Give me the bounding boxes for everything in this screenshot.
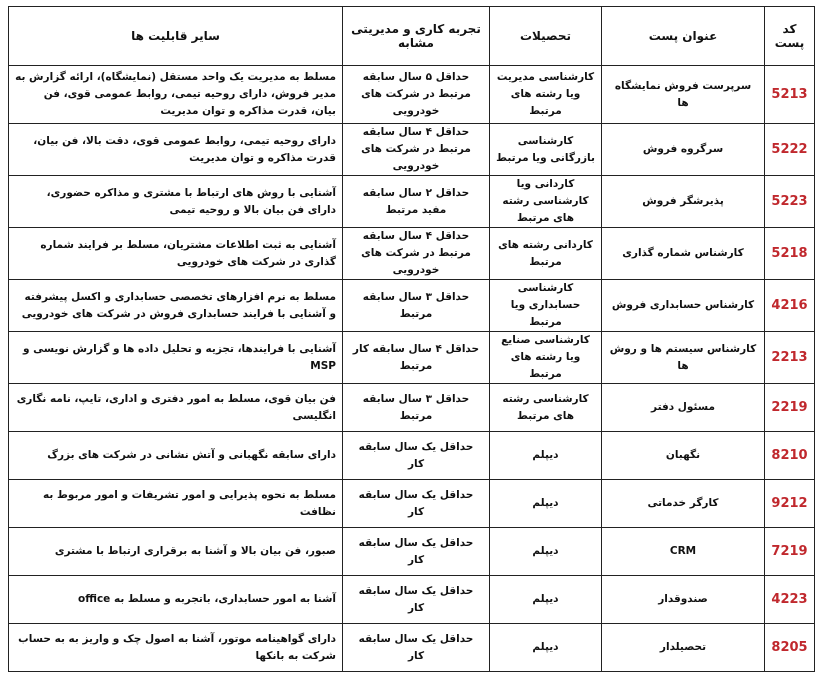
- header-education: تحصیلات: [490, 7, 602, 66]
- header-other: سایر قابلیت ها: [9, 7, 343, 66]
- cell-education: دیپلم: [490, 624, 602, 672]
- cell-title: کارگر خدماتی: [602, 480, 765, 528]
- cell-other: آشنایی با روش های ارتباط با مشتری و مذاکره حضوری، دارای فن بیان بالا و روحیه تیمی: [9, 176, 343, 228]
- cell-experience: حداقل یک سال سابقه کار: [343, 624, 490, 672]
- cell-code: 5222: [765, 124, 815, 176]
- cell-code: 2219: [765, 384, 815, 432]
- cell-code: 5218: [765, 228, 815, 280]
- table-row: [9, 176, 815, 228]
- cell-title: کارشناس حسابداری فروش: [602, 280, 765, 332]
- cell-education: دیپلم: [490, 528, 602, 576]
- cell-code: 4216: [765, 280, 815, 332]
- cell-experience: حداقل ۵ سال سابقه مرتبط در شرکت های خودرویی: [343, 66, 490, 124]
- cell-code: 5213: [765, 66, 815, 124]
- table-row: [9, 384, 815, 432]
- cell-code: 2213: [765, 332, 815, 384]
- table-row: [9, 332, 815, 384]
- cell-education: دیپلم: [490, 432, 602, 480]
- cell-code: 7219: [765, 528, 815, 576]
- cell-education: کارشناسی مدیریت ویا رشته های مرتبط: [490, 66, 602, 124]
- cell-education: کاردانی رشته های مرتبط: [490, 228, 602, 280]
- cell-title: سرگروه فروش: [602, 124, 765, 176]
- cell-experience: حداقل ۴ سال سابقه کار مرتبط: [343, 332, 490, 384]
- cell-other: مسلط به نحوه پذیرایی و امور تشریفات و امور مربوط به نظافت: [9, 480, 343, 528]
- job-table-container: [8, 6, 814, 672]
- table-row: [9, 576, 815, 624]
- cell-other: دارای روحیه تیمی، روابط عمومی قوی، دقت بالا، فن بیان، قدرت مذاکره و توان مدیریت: [9, 124, 343, 176]
- cell-experience: حداقل یک سال سابقه کار: [343, 576, 490, 624]
- cell-experience: حداقل ۴ سال سابقه مرتبط در شرکت های خودرویی: [343, 228, 490, 280]
- cell-other: آشنا به امور حسابداری، باتجربه و مسلط به office: [9, 576, 343, 624]
- cell-other: آشنایی به ثبت اطلاعات مشتریان، مسلط بر فرایند شماره گذاری در شرکت های خودرویی: [9, 228, 343, 280]
- cell-other: مسلط به نرم افزارهای تخصصی حسابداری و اکسل پیشرفته و آشنایی با فرایند حسابداری فروش در شرکت های خودرویی: [9, 280, 343, 332]
- cell-experience: حداقل ۲ سال سابقه مفید مرتبط: [343, 176, 490, 228]
- cell-education: کارشناسی بازرگانی ویا مرتبط: [490, 124, 602, 176]
- header-experience: تجربه کاری و مدیریتی مشابه: [343, 7, 490, 66]
- table-header-row: [9, 7, 815, 66]
- cell-title: نگهبان: [602, 432, 765, 480]
- cell-title: تحصیلدار: [602, 624, 765, 672]
- cell-education: کاردانی ویا کارشناسی رشته های مرتبط: [490, 176, 602, 228]
- cell-title: مسئول دفتر: [602, 384, 765, 432]
- table-row: [9, 228, 815, 280]
- cell-title: صندوقدار: [602, 576, 765, 624]
- cell-code: 4223: [765, 576, 815, 624]
- cell-other: دارای سابقه نگهبانی و آتش نشانی در شرکت های بزرگ: [9, 432, 343, 480]
- cell-title: کارشناس شماره گذاری: [602, 228, 765, 280]
- cell-experience: حداقل یک سال سابقه کار: [343, 528, 490, 576]
- cell-education: دیپلم: [490, 576, 602, 624]
- cell-title: CRM: [602, 528, 765, 576]
- job-postings-table: [8, 6, 815, 672]
- cell-code: 5223: [765, 176, 815, 228]
- table-row: [9, 66, 815, 124]
- cell-code: 8210: [765, 432, 815, 480]
- table-row: [9, 480, 815, 528]
- cell-experience: حداقل یک سال سابقه کار: [343, 480, 490, 528]
- cell-title: سرپرست فروش نمایشگاه ها: [602, 66, 765, 124]
- table-row: [9, 432, 815, 480]
- cell-code: 8205: [765, 624, 815, 672]
- cell-title: پذیرشگر فروش: [602, 176, 765, 228]
- cell-other: مسلط به مدیریت یک واحد مستقل (نمایشگاه)، ارائه گزارش به مدیر فروش، دارای روحیه تیمی، روابط عمومی قوی، فن بیان، قدرت مذاکره و توان مدیریت: [9, 66, 343, 124]
- cell-experience: حداقل ۳ سال سابقه مرتبط: [343, 384, 490, 432]
- cell-other: صبور، فن بیان بالا و آشنا به برقراری ارتباط با مشتری: [9, 528, 343, 576]
- header-title: عنوان پست: [602, 7, 765, 66]
- table-row: [9, 528, 815, 576]
- cell-title: کارشناس سیستم ها و روش ها: [602, 332, 765, 384]
- cell-experience: حداقل یک سال سابقه کار: [343, 432, 490, 480]
- cell-education: کارشناسی رشته های مرتبط: [490, 384, 602, 432]
- cell-education: کارشناسی صنایع ویا رشته های مرتبط: [490, 332, 602, 384]
- table-row: [9, 124, 815, 176]
- cell-other: آشنایی با فرایندها، تجزیه و تحلیل داده ها و گزارش نویسی و MSP: [9, 332, 343, 384]
- cell-other: فن بیان قوی، مسلط به امور دفتری و اداری، تایپ، نامه نگاری انگلیسی: [9, 384, 343, 432]
- header-code: کد پست: [765, 7, 815, 66]
- cell-experience: حداقل ۳ سال سابقه مرتبط: [343, 280, 490, 332]
- table-row: [9, 624, 815, 672]
- cell-code: 9212: [765, 480, 815, 528]
- cell-education: کارشناسی حسابداری ویا مرتبط: [490, 280, 602, 332]
- table-row: [9, 280, 815, 332]
- cell-experience: حداقل ۴ سال سابقه مرتبط در شرکت های خودرویی: [343, 124, 490, 176]
- cell-other: دارای گواهینامه موتور، آشنا به اصول چک و واریز به به حساب شرکت به بانکها: [9, 624, 343, 672]
- cell-education: دیپلم: [490, 480, 602, 528]
